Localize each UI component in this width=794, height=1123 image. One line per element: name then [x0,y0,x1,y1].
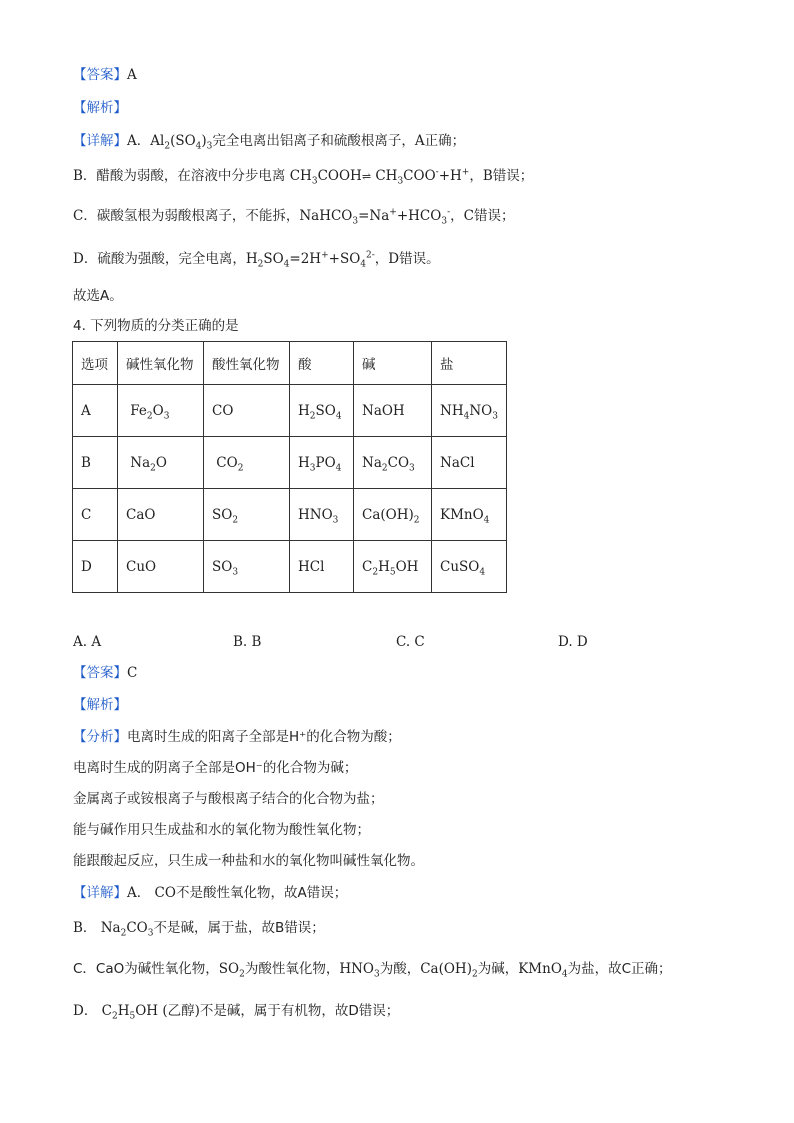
detail-line-a-q3 [73,132,465,150]
detail-b-prefix: B． [73,920,97,936]
option-c: C. C [396,634,425,650]
detail-line-d-q3 [73,250,440,268]
formula-co: CO [150,885,176,901]
cell-acidic-oxide: $CO_2$ [204,437,290,489]
detail-d-prefix: D． [73,1003,98,1019]
analysis-point [73,728,401,746]
cell-basic-oxide: CaO [118,489,204,541]
answer-tag: 【答案】 [73,67,127,83]
detail-tag: 【详解】 [73,133,127,149]
cell-acidic-oxide: CO [204,385,290,437]
analysis-tag: 【解析】 [73,100,127,116]
detail-a-text: 完全电离出铝离子和硫酸根离子，A正确； [212,133,466,149]
formula-al2so43: $Al_2(SO_4)_3$ [150,133,213,152]
cell-acid: $H_3PO_4$ [290,437,354,489]
detail-a-text: 不是酸性氧化物，故A错误； [175,885,348,901]
header-base: 碱 [354,342,432,385]
analysis-line-q4 [73,696,127,714]
row-label: B [73,437,118,489]
cell-acidic-oxide: $SO_2$ [204,489,290,541]
cell-base: $Na_2CO_3$ [354,437,432,489]
formula-hno3: $HNO_3$ [339,961,380,980]
detail-b-text: ，B错误； [469,168,534,184]
formula-na2co3: $Na_2CO_3$ [96,920,154,939]
row-label: A [73,385,118,437]
cell-acidic-oxide: $SO_3$ [204,541,290,593]
detail-c-prefix: C．碳酸氢根为弱酸根离子，不能拆， [73,208,300,224]
cell-base: $Ca(OH)_2$ [354,489,432,541]
detail-c-text: ，C错误； [450,208,515,224]
detail-a-prefix: A． [127,885,151,901]
detail-c-part: 为碱， [477,961,519,977]
formula-so2: $SO_2$ [218,961,245,980]
analysis-tag: 【解析】 [73,697,127,713]
equation-h2so4: $H_2SO_4=2H^++SO_4^{2-}$ [245,250,375,270]
answer-value: C [127,665,138,681]
header-basic-oxide: 碱性氧化物 [118,342,204,385]
detail-b-prefix: B．醋酸为弱酸，在溶液中分步电离 [73,168,290,184]
formula-caoh2: $Ca(OH)_2$ [420,961,478,980]
detail-c-part: 为盐，故C正确； [567,961,672,977]
answer-line-q3 [73,66,137,84]
header-salt: 盐 [432,342,507,385]
option-d: D. D [558,634,588,650]
formula-ethanol: $C_2H_5OH$ (乙醇) [97,1003,200,1022]
cell-acid: $HNO_3$ [290,489,354,541]
answer-value: A [127,67,137,83]
analysis-line-q3 [73,99,127,117]
row-label: C [73,489,118,541]
analysis-head-tag: 【分析】 [73,729,127,745]
header-option: 选项 [73,342,118,385]
cell-salt: CuSO$_4$ [432,541,507,593]
table-row [73,541,507,593]
cell-basic-oxide: $Na_2O$ [118,437,204,489]
table-row [73,489,507,541]
detail-c-part: 为酸， [379,961,421,977]
cell-salt: KMnO$_4$ [432,489,507,541]
analysis-point: 电离时生成的阴离子全部是OH⁻的化合物为碱； [73,760,358,776]
header-acidic-oxide: 酸性氧化物 [204,342,290,385]
table-row [73,437,507,489]
analysis-point: 能与碱作用只生成盐和水的氧化物为酸性氧化物； [73,822,370,838]
cell-salt: NaCl [432,437,507,489]
detail-line-c-q4 [73,960,672,978]
option-a: A. A [73,634,102,650]
detail-d-text: 不是碱，属于有机物，故D错误； [199,1003,400,1019]
cell-acid: HCl [290,541,354,593]
cell-salt: $NH_4NO_3$ [432,385,507,437]
detail-c-part: 为酸性氧化物， [244,961,340,977]
table-header-row [73,342,507,385]
equation-nahco3: $NaHCO_3=Na^++HCO_3^-$ [299,207,451,227]
classification-table [72,341,507,593]
detail-tag: 【详解】 [73,885,127,901]
answer-line-q4 [73,664,137,682]
option-b: B. B [233,634,262,650]
detail-line-d-q4 [73,1002,399,1020]
answer-tag: 【答案】 [73,665,127,681]
row-label: D [73,541,118,593]
conclusion-line-q3: 故选A。 [73,288,123,304]
analysis-point: 能跟酸起反应，只生成一种盐和水的氧化物叫碱性氧化物。 [73,853,424,869]
detail-line-c-q3 [73,207,514,225]
formula-kmno4: KMnO$_4$ [518,961,568,980]
analysis-point: 金属离子或铵根离子与酸根离子结合的化合物为盐； [73,791,384,807]
question-title-q4: 4. 下列物质的分类正确的是 [73,318,239,334]
header-acid: 酸 [290,342,354,385]
cell-base: NaOH [354,385,432,437]
table-row [73,385,507,437]
detail-d-prefix: D．硫酸为强酸，完全电离， [73,251,246,267]
cell-basic-oxide: $Fe_2O_3$ [118,385,204,437]
detail-d-text: ，D错误。 [374,251,440,267]
detail-b-text: 不是碱，属于盐，故B错误； [153,920,325,936]
cell-base: $C_2H_5OH$ [354,541,432,593]
analysis-text: 电离时生成的阳离子全部是H⁺的化合物为酸； [127,729,401,745]
detail-line-b-q4 [73,919,325,937]
detail-line-a-q4 [73,884,347,902]
equation-acetic-acid: $CH_3COOH\rightleftharpoons$ $CH_3COO^-+H^+$ [289,167,470,187]
detail-a-prefix: A． [127,133,151,149]
cell-acid: $H_2SO_4$ [290,385,354,437]
detail-line-b-q3 [73,167,533,186]
detail-c-part: C．CaO为碱性氧化物， [73,961,219,977]
cell-basic-oxide: CuO [118,541,204,593]
